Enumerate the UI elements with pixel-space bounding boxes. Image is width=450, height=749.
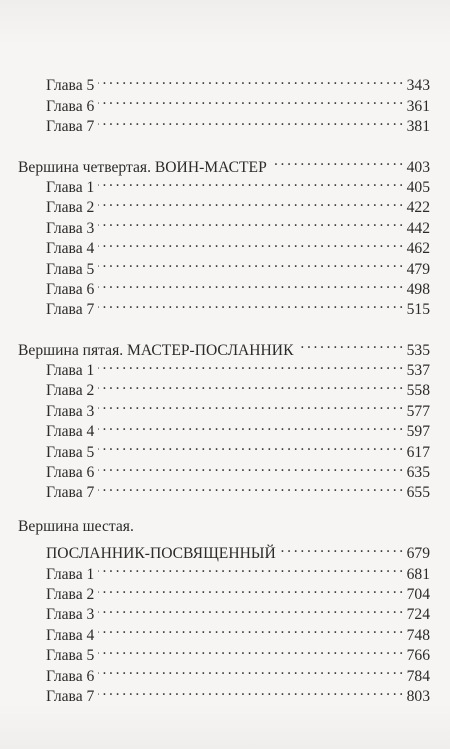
chapter-label: Глава 2 (46, 585, 95, 603)
page-number: 617 (406, 443, 430, 461)
dot-leader (98, 558, 402, 578)
toc-part-title (18, 538, 430, 563)
page-number: 343 (406, 77, 430, 95)
page-number: 442 (406, 219, 430, 237)
chapter-label: Глава 4 (46, 423, 95, 441)
toc-part-heading (18, 334, 430, 359)
dot-leader (98, 660, 402, 680)
dot-leader (98, 416, 402, 436)
page-number: 577 (406, 402, 430, 420)
dot-leader (98, 599, 402, 619)
page-number: 679 (406, 545, 430, 563)
dot-leader (98, 70, 402, 90)
chapter-label: Глава 1 (46, 362, 95, 380)
chapter-label: Глава 6 (46, 280, 95, 298)
dot-leader (98, 395, 402, 415)
chapter-label: Глава 3 (46, 402, 95, 420)
dot-leader (98, 375, 402, 395)
chapter-label: Глава 2 (46, 199, 95, 217)
dot-leader (98, 436, 402, 456)
toc-entry (18, 70, 430, 95)
chapter-label: Глава 3 (46, 219, 95, 237)
dot-leader (98, 212, 402, 232)
chapter-label: Глава 4 (46, 240, 95, 258)
page-number: 535 (406, 341, 430, 359)
page-number: 784 (406, 667, 430, 685)
chapter-label: Глава 2 (46, 382, 95, 400)
dot-leader (98, 355, 402, 375)
chapter-label: Глава 7 (46, 484, 95, 502)
chapter-label: Глава 7 (46, 301, 95, 319)
dot-leader (98, 111, 402, 131)
page-number: 681 (406, 565, 430, 583)
dot-leader (98, 90, 402, 110)
page-number: 558 (406, 382, 430, 400)
chapter-label: Глава 1 (46, 565, 95, 583)
dot-leader (280, 538, 403, 558)
chapter-label: Глава 5 (46, 647, 95, 665)
dot-leader (98, 640, 402, 660)
chapter-label: Глава 3 (46, 606, 95, 624)
page-number: 361 (406, 97, 430, 115)
part-label: Вершина пятая. МАСТЕР-ПОСЛАННИК (18, 341, 294, 359)
toc-part-heading: Вершина шестая. (18, 518, 134, 536)
dot-leader (98, 192, 402, 212)
chapter-label: Глава 4 (46, 626, 95, 644)
chapter-label: Глава 5 (46, 443, 95, 461)
part-label: Вершина четвертая. ВОИН-МАСТЕР (18, 158, 267, 176)
table-of-contents (18, 70, 430, 705)
dot-leader (98, 477, 402, 497)
chapter-label: Глава 6 (46, 97, 95, 115)
dot-leader (98, 619, 402, 639)
chapter-label: Глава 7 (46, 687, 95, 705)
dot-leader (98, 274, 402, 294)
chapter-label: Глава 5 (46, 77, 95, 95)
chapter-label: Глава 6 (46, 464, 95, 482)
page-number: 597 (406, 423, 430, 441)
dot-leader (98, 681, 402, 701)
dot-leader (297, 334, 402, 354)
chapter-label: Глава 6 (46, 667, 95, 685)
page-number: 803 (406, 687, 430, 705)
page-number: 537 (406, 362, 430, 380)
page-number: 381 (406, 118, 430, 136)
dot-leader (98, 253, 402, 273)
page-number: 422 (406, 199, 430, 217)
dot-leader (98, 294, 402, 314)
page-number: 462 (406, 240, 430, 258)
page-number: 515 (406, 301, 430, 319)
page-number: 635 (406, 464, 430, 482)
dot-leader (271, 151, 403, 171)
page-number: 748 (406, 626, 430, 644)
page-number: 766 (406, 647, 430, 665)
page-number: 724 (406, 606, 430, 624)
page-number: 498 (406, 280, 430, 298)
page-number: 405 (406, 178, 430, 196)
dot-leader (98, 579, 402, 599)
part-label: ПОСЛАННИК-ПОСВЯЩЕННЫЙ (46, 545, 276, 563)
chapter-label: Глава 7 (46, 118, 95, 136)
dot-leader (98, 457, 402, 477)
page-number: 403 (406, 158, 430, 176)
dot-leader (98, 233, 402, 253)
page-number: 655 (406, 484, 430, 502)
toc-part-heading (18, 151, 430, 176)
chapter-label: Глава 5 (46, 260, 95, 278)
dot-leader (98, 172, 402, 192)
page-number: 479 (406, 260, 430, 278)
chapter-label: Глава 1 (46, 178, 95, 196)
page-number: 704 (406, 585, 430, 603)
